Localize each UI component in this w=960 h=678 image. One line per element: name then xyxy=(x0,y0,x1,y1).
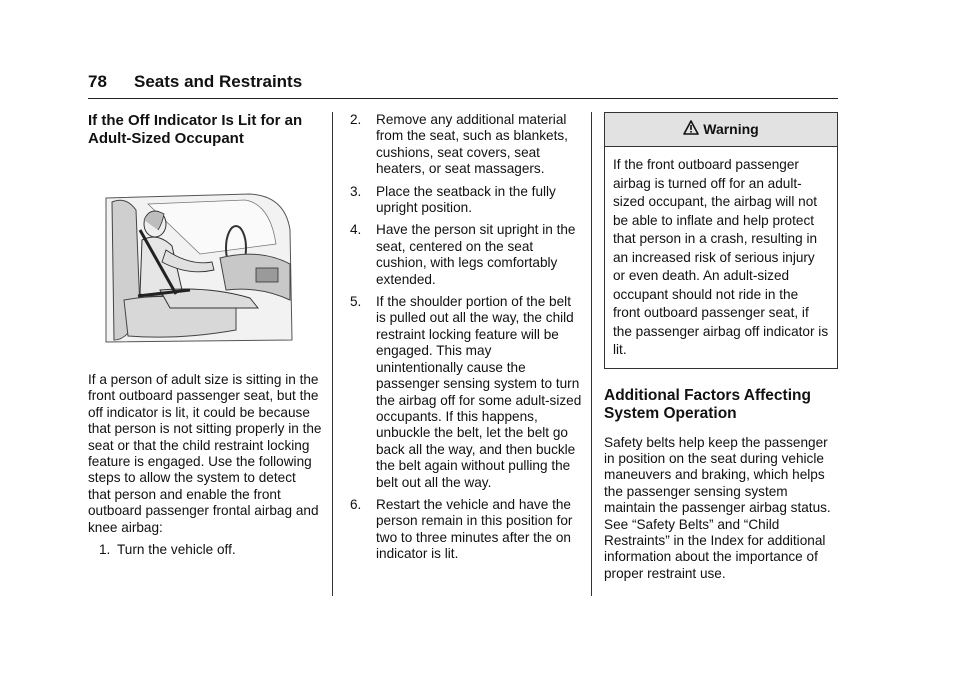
column-divider xyxy=(332,112,333,596)
warning-icon xyxy=(683,120,699,138)
column-1 xyxy=(88,112,322,558)
step-1 xyxy=(88,542,322,558)
step-5 xyxy=(350,294,582,491)
step-text: Turn the vehicle off. xyxy=(117,542,236,558)
step-text: Restart the vehicle and have the person remain in this position for two to three minutes after the on indicator is lit. xyxy=(376,496,573,562)
header-rule xyxy=(88,98,838,99)
column-divider xyxy=(591,112,592,596)
col1-paragraph: If a person of adult size is sitting in the front outboard passenger seat, but the off indicator is lit, it could be because that person is not sitting properly in the seat or that the child restraint locking feature is engaged. Use the following steps to allow the system to detect that person and enable the front outboard passenger frontal airbag and knee airbag: xyxy=(88,372,322,535)
step-text: Have the person sit upright in the seat, centered on the seat cushion, with legs comfortably extended. xyxy=(376,222,576,287)
step-3 xyxy=(350,184,582,217)
step-2 xyxy=(350,112,582,178)
step-text: Remove any additional material from the seat, such as blankets, cushions, seat covers, seat heaters, or seat massagers. xyxy=(376,112,568,177)
step-4 xyxy=(350,222,582,288)
warning-box xyxy=(604,112,838,369)
column-2 xyxy=(350,112,582,569)
section-title: Seats and Restraints xyxy=(134,72,303,91)
col3-paragraph: Safety belts help keep the passenger in position on the seat during vehicle maneuvers and braking, which helps the passenger sensing system maintain the passenger airbag status. See “Safety Belts” and “Child Restraints” in the Index for additional information about the importance of proper restraint use. xyxy=(604,434,831,581)
warning-header xyxy=(605,113,837,147)
step-number: 3. xyxy=(350,183,362,199)
step-number: 6. xyxy=(350,496,362,512)
occupant-illustration-svg xyxy=(100,190,294,346)
column-3 xyxy=(604,112,838,582)
warning-body: If the front outboard passenger airbag is turned off for an adult-sized occupant, the airbag will not be able to inflate and help protect that person in a crash, resulting in an increased risk of serious injury or even death. An adult-sized occupant should not ride in the front outboard passenger seat, if the passenger airbag off indicator is lit. xyxy=(613,157,829,357)
warning-title: Warning xyxy=(703,121,759,138)
step-number: 5. xyxy=(350,294,362,310)
col1-heading: If the Off Indicator Is Lit for an Adult-Sized Occupant xyxy=(88,112,303,147)
step-number: 4. xyxy=(350,222,362,238)
step-text: If the shoulder portion of the belt is pulled out all the way, the child restraint locking feature will be engaged. This may unintentionally cause the passenger sensing system to turn the airbag off for some adult-sized occupants. If this happens, unbuckle the belt, let the belt go back all the way, and then buckle the belt again without pulling the belt out all the way. xyxy=(376,294,582,490)
step-text: Place the seatback in the fully upright position. xyxy=(376,183,556,216)
step-number: 1. xyxy=(99,542,111,558)
steps-list xyxy=(350,112,582,563)
col3-heading: Additional Factors Affecting System Operation xyxy=(604,386,811,422)
occupant-illustration xyxy=(100,190,294,346)
page-number: 78 xyxy=(88,72,107,91)
step-6 xyxy=(350,497,582,563)
step-number: 2. xyxy=(350,112,362,127)
